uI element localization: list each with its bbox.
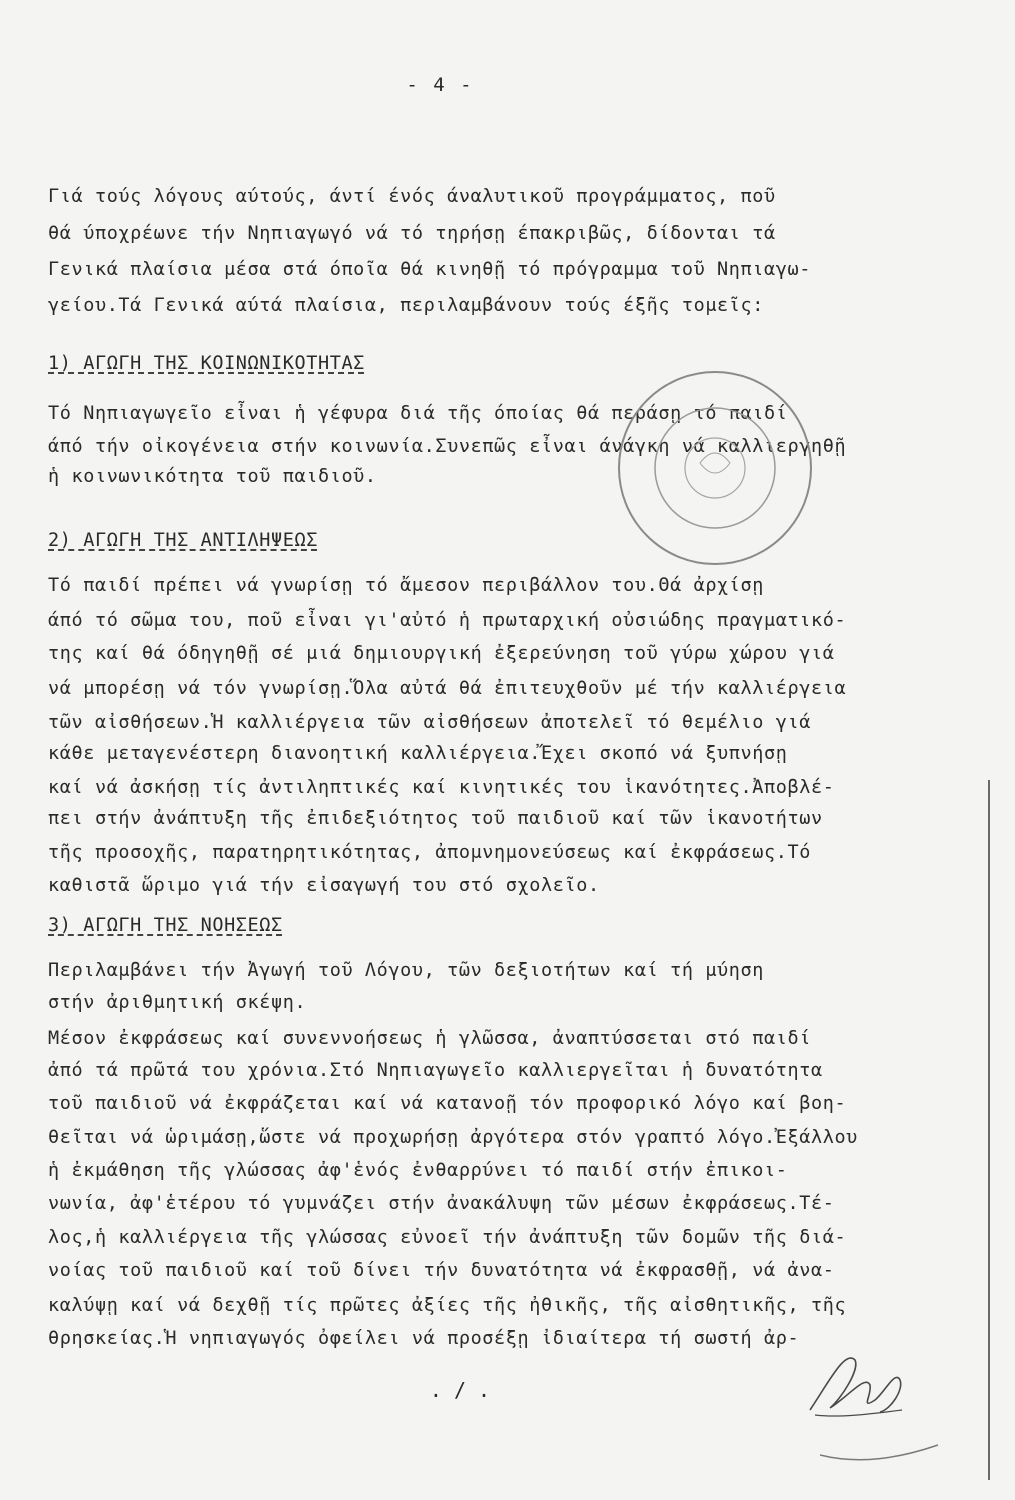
section-heading: 2) ΑΓΩΓΗ ΤΗΣ ΑΝΤΙΛΗΨΕΩΣ bbox=[48, 530, 318, 551]
text-line: νοίας τοῦ παιδιοῦ καί τοῦ δίνει τήν δυνατότητα νά ἐκφρασθῇ, νά ἀνα- bbox=[48, 1260, 835, 1281]
text-line: κάθε μεταγενέστερη διανοητική καλλιέργεια.Ἔχει σκοπό νά ξυπνήσῃ bbox=[48, 743, 788, 764]
text-line: θεῖται νά ὡριμάσῃ,ὥστε νά προχωρήσῃ ἀργότερα στόν γραπτό λόγο.Ἐξάλλου bbox=[48, 1127, 858, 1148]
text-line: Γιά τούς λόγους αύτούς, άντί ένός άναλυτικοῦ προγράμματος, ποῦ bbox=[48, 186, 776, 207]
page-edge-line bbox=[988, 780, 990, 1480]
text-line: Τό παιδί πρέπει νά γνωρίσῃ τό ἄμεσον περιβάλλον του.Θά ἀρχίσῃ bbox=[48, 575, 765, 596]
text-line: Περιλαμβάνει τήν Ἀγωγή τοῦ Λόγου, τῶν δεξιοτήτων καί τή μύηση bbox=[48, 960, 765, 981]
text-line: πει στήν ἀνάπτυξη τῆς ἐπιδεξιότητος τοῦ παιδιοῦ καί τῶν ἱκανοτήτων bbox=[48, 808, 823, 829]
text-line: της καί θά όδηγηθῇ σέ μιά δημιουργική ἐξερεύνηση τοῦ γύρω χώρου γιά bbox=[48, 643, 835, 664]
text-line: ἡ κοινωνικότητα τοῦ παιδιοῦ. bbox=[48, 466, 377, 487]
text-line: ἀπό τά πρῶτά του χρόνια.Στό Νηπιαγωγεῖο καλλιεργεῖται ἡ δυνατότητα bbox=[48, 1060, 823, 1081]
text-line: τοῦ παιδιοῦ νά ἐκφράζεται καί νά κατανοῇ τόν προφορικό λόγο καί βοη- bbox=[48, 1093, 847, 1114]
text-line: θρησκείας.Ἡ νηπιαγωγός ὀφείλει νά προσέξῃ ἰδιαίτερα τή σωστή ἀρ- bbox=[48, 1328, 800, 1349]
text-line: Τό Νηπιαγωγεῖο εἶναι ἡ γέφυρα διά τῆς όποίας θά περάσῃ τό παιδί bbox=[48, 403, 788, 424]
section-heading: 1) ΑΓΩΓΗ ΤΗΣ ΚΟΙΝΩΝΙΚΟΤΗΤΑΣ bbox=[48, 353, 365, 374]
text-line: θά ύποχρέωνε τήν Νηπιαγωγό νά τό τηρήσῃ έπακριβῶς, δίδονται τά bbox=[48, 223, 776, 244]
text-line: τῶν αἰσθήσεων.Ἡ καλλιέργεια τῶν αἰσθήσεων ἀποτελεῖ τό θεμέλιο γιά bbox=[48, 712, 811, 733]
continuation-mark: . / . bbox=[429, 1378, 491, 1402]
text-line: γείου.Τά Γενικά αύτά πλαίσια, περιλαμβάνουν τούς έξῆς τομεῖς: bbox=[48, 295, 765, 316]
text-line: ἡ ἐκμάθηση τῆς γλώσσας ἀφ'ἑνός ἐνθαρρύνει τό παιδί στήν ἐπικοι- bbox=[48, 1160, 788, 1181]
text-line: καλύψῃ καί νά δεχθῇ τίς πρῶτες ἀξίες τῆς ἠθικῆς, τῆς αἰσθητικῆς, τῆς bbox=[48, 1295, 847, 1316]
text-line: λος,ἡ καλλιέργεια τῆς γλώσσας εὐνοεῖ τήν ἀνάπτυξη τῶν δομῶν τῆς διά- bbox=[48, 1227, 847, 1248]
text-line: νά μπορέσῃ νά τόν γνωρίσῃ.Ὅλα αὐτά θά ἐπιτευχθοῦν μέ τήν καλλιέργεια bbox=[48, 678, 847, 699]
text-line: άπό τό σῶμα του, ποῦ εἶναι γι'αὐτό ἡ πρωταρχική οὐσιώδης πραγματικό- bbox=[48, 610, 847, 631]
text-line: καί νά ἀσκήσῃ τίς ἀντιληπτικές καί κινητικές του ἱκανότητες.Ἀποβλέ- bbox=[48, 777, 835, 798]
text-line: στήν ἀριθμητική σκέψη. bbox=[48, 992, 307, 1013]
text-line: καθιστᾶ ὥριμο γιά τήν εἰσαγωγή του στό σχολεῖο. bbox=[48, 875, 600, 896]
page-number: - 4 - bbox=[406, 74, 474, 96]
text-line: νωνία, ἀφ'ἑτέρου τό γυμνάζει στήν ἀνακάλυψη τῶν μέσων ἐκφράσεως.Τέ- bbox=[48, 1193, 835, 1214]
section-heading: 3) ΑΓΩΓΗ ΤΗΣ ΝΟΗΣΕΩΣ bbox=[48, 915, 283, 936]
page-fold-curve bbox=[820, 1440, 940, 1480]
text-line: τῆς προσοχῆς, παρατηρητικότητας, ἀπομνημονεύσεως καί ἐκφράσεως.Τό bbox=[48, 842, 811, 863]
text-line: άπό τήν οἰκογένεια στήν κοινωνία.Συνεπῶς εἶναι άνάγκη νά καλλιεργηθῇ bbox=[48, 436, 847, 457]
text-line: Γενικά πλαίσια μέσα στά όποῖα θά κινηθῇ τό πρόγραμμα τοῦ Νηπιαγω- bbox=[48, 259, 811, 280]
official-stamp bbox=[600, 368, 830, 568]
text-line: Μέσον ἐκφράσεως καί συνεννοήσεως ἡ γλῶσσα, ἀναπτύσσεται στό παιδί bbox=[48, 1028, 811, 1049]
